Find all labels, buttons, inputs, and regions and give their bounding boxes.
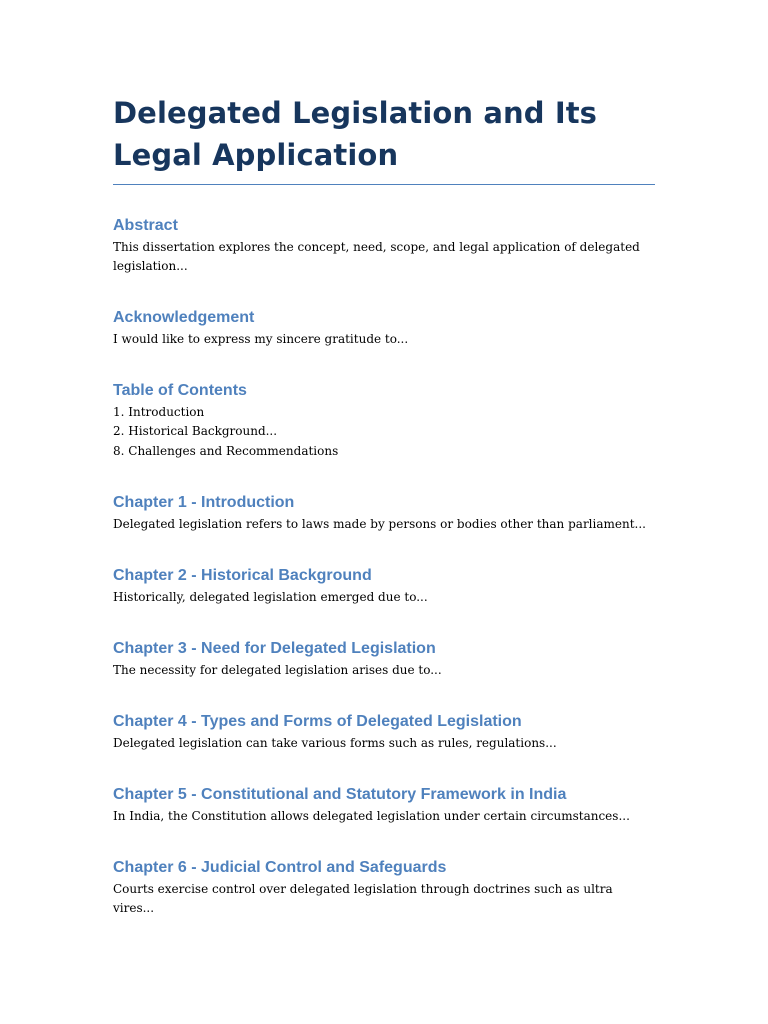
toc-item: 1. Introduction — [113, 405, 205, 419]
toc-list — [113, 403, 655, 461]
section-text: Delegated legislation refers to laws made by persons or bodies other than parliament... — [113, 516, 646, 531]
section-chapter-2 — [113, 566, 655, 607]
section-text: This dissertation explores the concept, need, scope, and legal application of delegated legislation... — [113, 240, 640, 273]
section-heading: Abstract — [113, 217, 178, 234]
section-heading: Chapter 1 - Introduction — [113, 493, 295, 511]
section-table-of-contents — [113, 381, 655, 461]
toc-item: 2. Historical Background... — [113, 424, 278, 439]
section-chapter-4 — [113, 712, 655, 753]
section-text: Delegated legislation can take various forms such as rules, regulations... — [113, 735, 557, 750]
section-heading: Table of Contents — [113, 382, 247, 399]
section-heading: Chapter 2 - Historical Background — [113, 566, 372, 584]
section-chapter-6 — [113, 858, 655, 918]
section-heading: Chapter 3 - Need for Delegated Legislation — [113, 639, 436, 657]
section-heading: Chapter 6 - Judicial Control and Safeguards — [113, 858, 447, 876]
section-chapter-1 — [113, 493, 655, 534]
section-abstract — [113, 216, 655, 276]
section-chapter-3 — [113, 639, 655, 680]
section-acknowledgement — [113, 308, 655, 349]
section-heading: Chapter 5 - Constitutional and Statutory Framework in India — [113, 785, 567, 803]
section-text: Historically, delegated legislation emerged due to... — [113, 589, 428, 604]
section-heading: Chapter 4 - Types and Forms of Delegated Legislation — [113, 712, 522, 730]
toc-item: 8. Challenges and Recommendations — [113, 443, 339, 458]
section-heading: Acknowledgement — [113, 309, 255, 326]
section-chapter-5 — [113, 785, 655, 826]
section-text: The necessity for delegated legislation arises due to... — [113, 662, 442, 677]
section-text: Courts exercise control over delegated legislation through doctrines such as ultra vires... — [113, 881, 613, 915]
section-text: I would like to express my sincere gratitude to... — [113, 332, 409, 346]
document-title: Delegated Legislation and Its Legal Application — [113, 92, 655, 185]
section-text: In India, the Constitution allows delegated legislation under certain circumstances... — [113, 808, 630, 823]
document-page — [113, 92, 655, 918]
